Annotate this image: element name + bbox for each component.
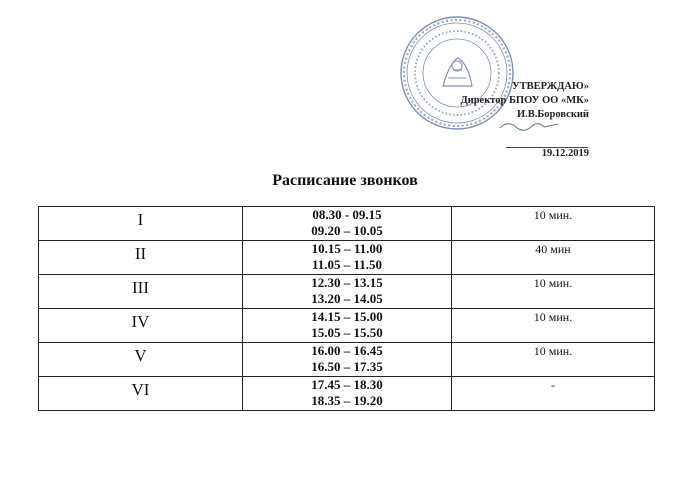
lesson-times — [243, 207, 452, 241]
approval-text — [460, 80, 589, 122]
break-duration: - — [452, 377, 655, 411]
break-duration: 10 мин. — [452, 343, 655, 377]
first-half-time: 16.00 – 16.45 — [311, 343, 383, 358]
table-row — [39, 207, 655, 241]
first-half-time: 14.15 – 15.00 — [311, 309, 383, 324]
second-half-time: 11.05 – 11.50 — [311, 257, 383, 272]
table-row — [39, 275, 655, 309]
lesson-times — [243, 343, 452, 377]
break-duration: 10 мин. — [452, 275, 655, 309]
break-duration: 40 мин — [452, 241, 655, 275]
lesson-times — [243, 275, 452, 309]
director-position: Директор БПОУ ОО «МК» — [460, 95, 589, 106]
lesson-times — [243, 309, 452, 343]
first-half-time: 08.30 - 09.15 — [312, 207, 382, 222]
lesson-times — [243, 241, 452, 275]
second-half-time: 13.20 – 14.05 — [311, 291, 383, 306]
signature — [498, 118, 578, 132]
first-half-time: 17.45 – 18.30 — [311, 377, 383, 392]
second-half-time: 18.35 – 19.20 — [311, 393, 383, 408]
director-name: И.В.Боровский — [516, 109, 589, 120]
lesson-times — [243, 377, 452, 411]
second-half-time: 15.05 – 15.50 — [311, 325, 383, 340]
table-row — [39, 377, 655, 411]
lesson-number: II — [39, 241, 243, 275]
lesson-number: VI — [39, 377, 243, 411]
lesson-number: III — [39, 275, 243, 309]
page-title: Расписание звонков — [272, 172, 418, 189]
break-duration: 10 мин. — [452, 207, 655, 241]
second-half-time: 16.50 – 17.35 — [311, 359, 383, 374]
approval-date: 19.12.2019 — [541, 148, 589, 159]
lesson-number: I — [39, 207, 243, 241]
lesson-number: IV — [39, 309, 243, 343]
approve-heading: УТВЕРЖДАЮ» — [511, 81, 589, 92]
second-half-time: 09.20 – 10.05 — [311, 223, 383, 238]
first-half-time: 10.15 – 11.00 — [311, 241, 383, 256]
bell-schedule-table — [38, 206, 655, 411]
lesson-number: V — [39, 343, 243, 377]
break-duration: 10 мин. — [452, 309, 655, 343]
first-half-time: 12.30 – 13.15 — [311, 275, 383, 290]
table-row — [39, 343, 655, 377]
approval-block — [398, 14, 603, 159]
table-row — [39, 309, 655, 343]
table-row — [39, 241, 655, 275]
